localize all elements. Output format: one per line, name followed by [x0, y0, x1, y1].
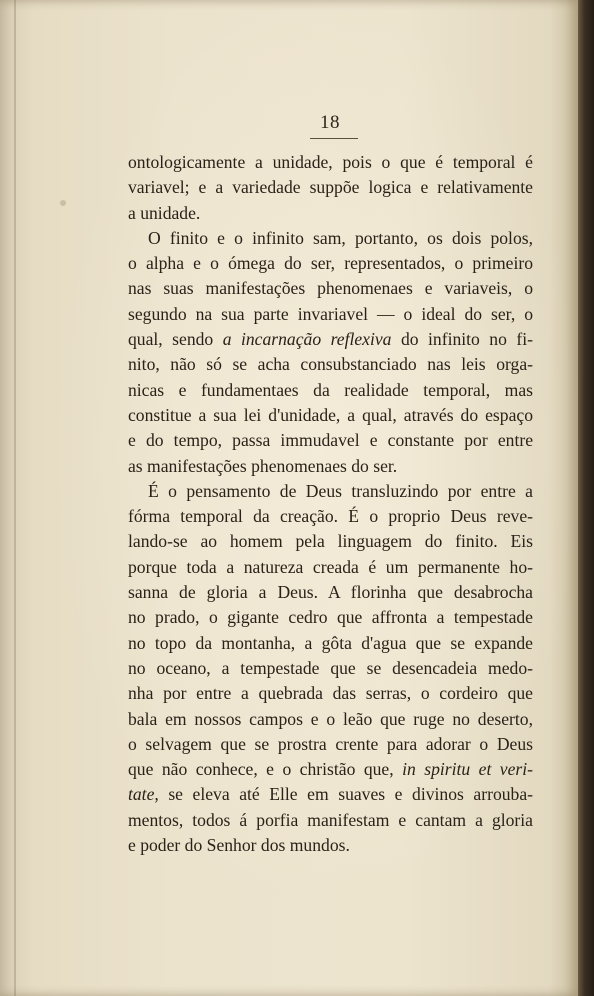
paper-stain — [60, 200, 66, 206]
text-line: no oceano, a tempestade que se desencadeia medo- — [128, 657, 533, 678]
text-line: e do tempo, passa immudavel e constante por entre — [128, 430, 533, 451]
text-line: as manifestações phenomenaes do ser. — [128, 455, 398, 476]
text-line: qual, sendo a incarnação reflexiva do infinito no fi- — [128, 329, 533, 350]
text-line: fórma temporal da creação. É o proprio Deus reve- — [128, 506, 533, 527]
paragraph — [128, 226, 533, 479]
text-line: O finito e o infinito sam, portanto, os dois polos, — [148, 227, 533, 248]
text-line: lando-se ao homem pela linguagem do finito. Eis — [128, 531, 533, 552]
text-line: o selvagem que se prostra crente para adorar o Deus — [128, 733, 533, 754]
text-line: nicas e fundamentaes da realidade temporal, mas — [128, 379, 533, 400]
text-line: nito, não só se acha consubstanciado nas leis orga- — [128, 354, 533, 375]
page-number-rule — [310, 138, 358, 139]
text-line: que não conhece, e o christão que, in spiritu et veri- — [128, 759, 533, 780]
text-line: no topo da montanha, a gôta d'agua que se expande — [128, 632, 533, 653]
page-edge-shadow — [578, 0, 594, 996]
text-line: constitue a sua lei d'unidade, a qual, através do espaço — [128, 404, 533, 425]
page-number: 18 — [320, 112, 340, 133]
paragraph — [128, 479, 533, 858]
text-line: variavel; e a variedade suppõe logica e relativamente — [128, 177, 533, 198]
text-line: porque toda a natureza creada é um permanente ho- — [128, 556, 533, 577]
text-line: nas suas manifestações phenomenaes e variaveis, o — [128, 278, 533, 299]
text-line: no prado, o gigante cedro que affronta a tempestade — [128, 607, 533, 628]
text-line: sanna de gloria a Deus. A florinha que desabrocha — [128, 582, 533, 603]
body-text — [128, 150, 533, 858]
text-line: mentos, todos á porfia manifestam e cantam a gloria — [128, 809, 533, 830]
text-line: bala em nossos campos e o leão que ruge no deserto, — [128, 708, 533, 729]
gutter-fold — [14, 0, 16, 996]
text-line: nha por entre a quebrada das serras, o cordeiro que — [128, 683, 533, 704]
text-line: segundo na sua parte invariavel — o ideal do ser, o — [128, 303, 533, 324]
text-line: ontologicamente a unidade, pois o que é temporal é — [128, 152, 533, 172]
text-line: tate, se eleva até Elle em suaves e divinos arrouba- — [128, 784, 533, 805]
paragraph — [128, 150, 533, 226]
text-line: a unidade. — [128, 202, 201, 223]
text-line: o alpha e o ómega do ser, representados, o primeiro — [128, 253, 533, 274]
text-line: e poder do Senhor dos mundos. — [128, 835, 350, 856]
text-line: É o pensamento de Deus transluzindo por entre a — [148, 480, 533, 501]
